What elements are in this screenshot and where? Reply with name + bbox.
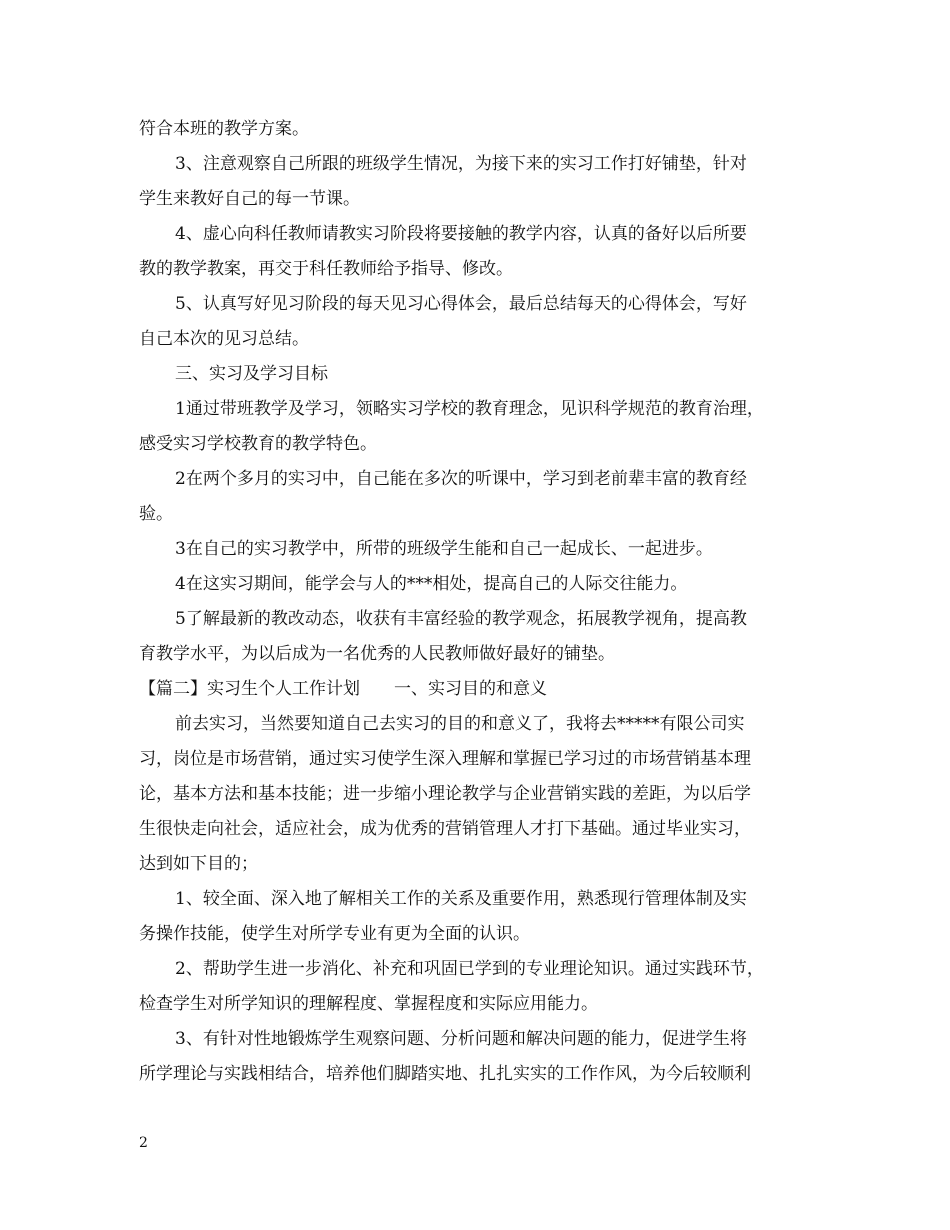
text-line: 自己本次的见习总结。 [139,329,309,349]
text-line: 5、认真写好见习阶段的每天见习心得体会，最后总结每天的心得体会，写好 [175,294,747,314]
text-line: 三、实习及学习目标 [175,364,328,384]
text-line: 感受实习学校教育的教学特色。 [139,434,377,454]
text-line: 检查学生对所学知识的理解程度、掌握程度和实际应用能力。 [139,994,598,1014]
text-line: 5了解最新的教改动态，收获有丰富经验的教学观念，拓展教学视角，提高教 [175,609,747,629]
text-line: 达到如下目的； [139,854,258,874]
text-line: 2、帮助学生进一步消化、补充和巩固已学到的专业理论知识。通过实践环节， [175,959,764,979]
text-line: 1、较全面、深入地了解相关工作的关系及重要作用，熟悉现行管理体制及实 [175,889,747,909]
text-line: 论，基本方法和基本技能；进一步缩小理论教学与企业营销实践的差距，为以后学 [139,784,751,804]
text-line: 4、虚心向科任教师请教实习阶段将要接触的教学内容，认真的备好以后所要 [175,224,747,244]
text-line: 验。 [139,504,173,524]
text-line: 4在这实习期间，能学会与人的***相处，提高自己的人际交往能力。 [175,574,688,594]
text-line: 符合本班的教学方案。 [139,119,309,139]
text-line: 务操作技能，使学生对所学专业有更为全面的认识。 [139,924,530,944]
text-line: 【篇二】实习生个人工作计划 一、实习目的和意义 [139,679,547,699]
text-line: 育教学水平，为以后成为一名优秀的人民教师做好最好的铺垫。 [139,644,615,664]
text-line: 生很快走向社会，适应社会，成为优秀的营销管理人才打下基础。通过毕业实习， [139,819,751,839]
text-line: 3在自己的实习教学中，所带的班级学生能和自己一起成长、一起进步。 [175,539,713,559]
text-line: 所学理论与实践相结合，培养他们脚踏实地、扎扎实实的工作作风，为今后较顺利 [139,1064,751,1084]
text-line: 前去实习，当然要知道自己去实习的目的和意义了，我将去*****有限公司实 [175,714,745,734]
text-line: 教的教学教案，再交于科任教师给予指导、修改。 [139,259,513,279]
document-body [139,112,819,1092]
text-line: 1通过带班教学及学习，领略实习学校的教育理念，见识科学规范的教育治理， [175,399,764,419]
text-line: 习，岗位是市场营销，通过实习使学生深入理解和掌握已学习过的市场营销基本理 [139,749,751,769]
text-line: 3、注意观察自己所跟的班级学生情况，为接下来的实习工作打好铺垫，针对 [175,154,747,174]
page-number: 2 [139,1135,148,1151]
text-line: 2在两个多月的实习中，自己能在多次的听课中，学习到老前辈丰富的教育经 [175,469,747,489]
text-line: 3、有针对性地锻炼学生观察问题、分析问题和解决问题的能力，促进学生将 [175,1029,747,1049]
text-line: 学生来教好自己的每一节课。 [139,189,360,209]
